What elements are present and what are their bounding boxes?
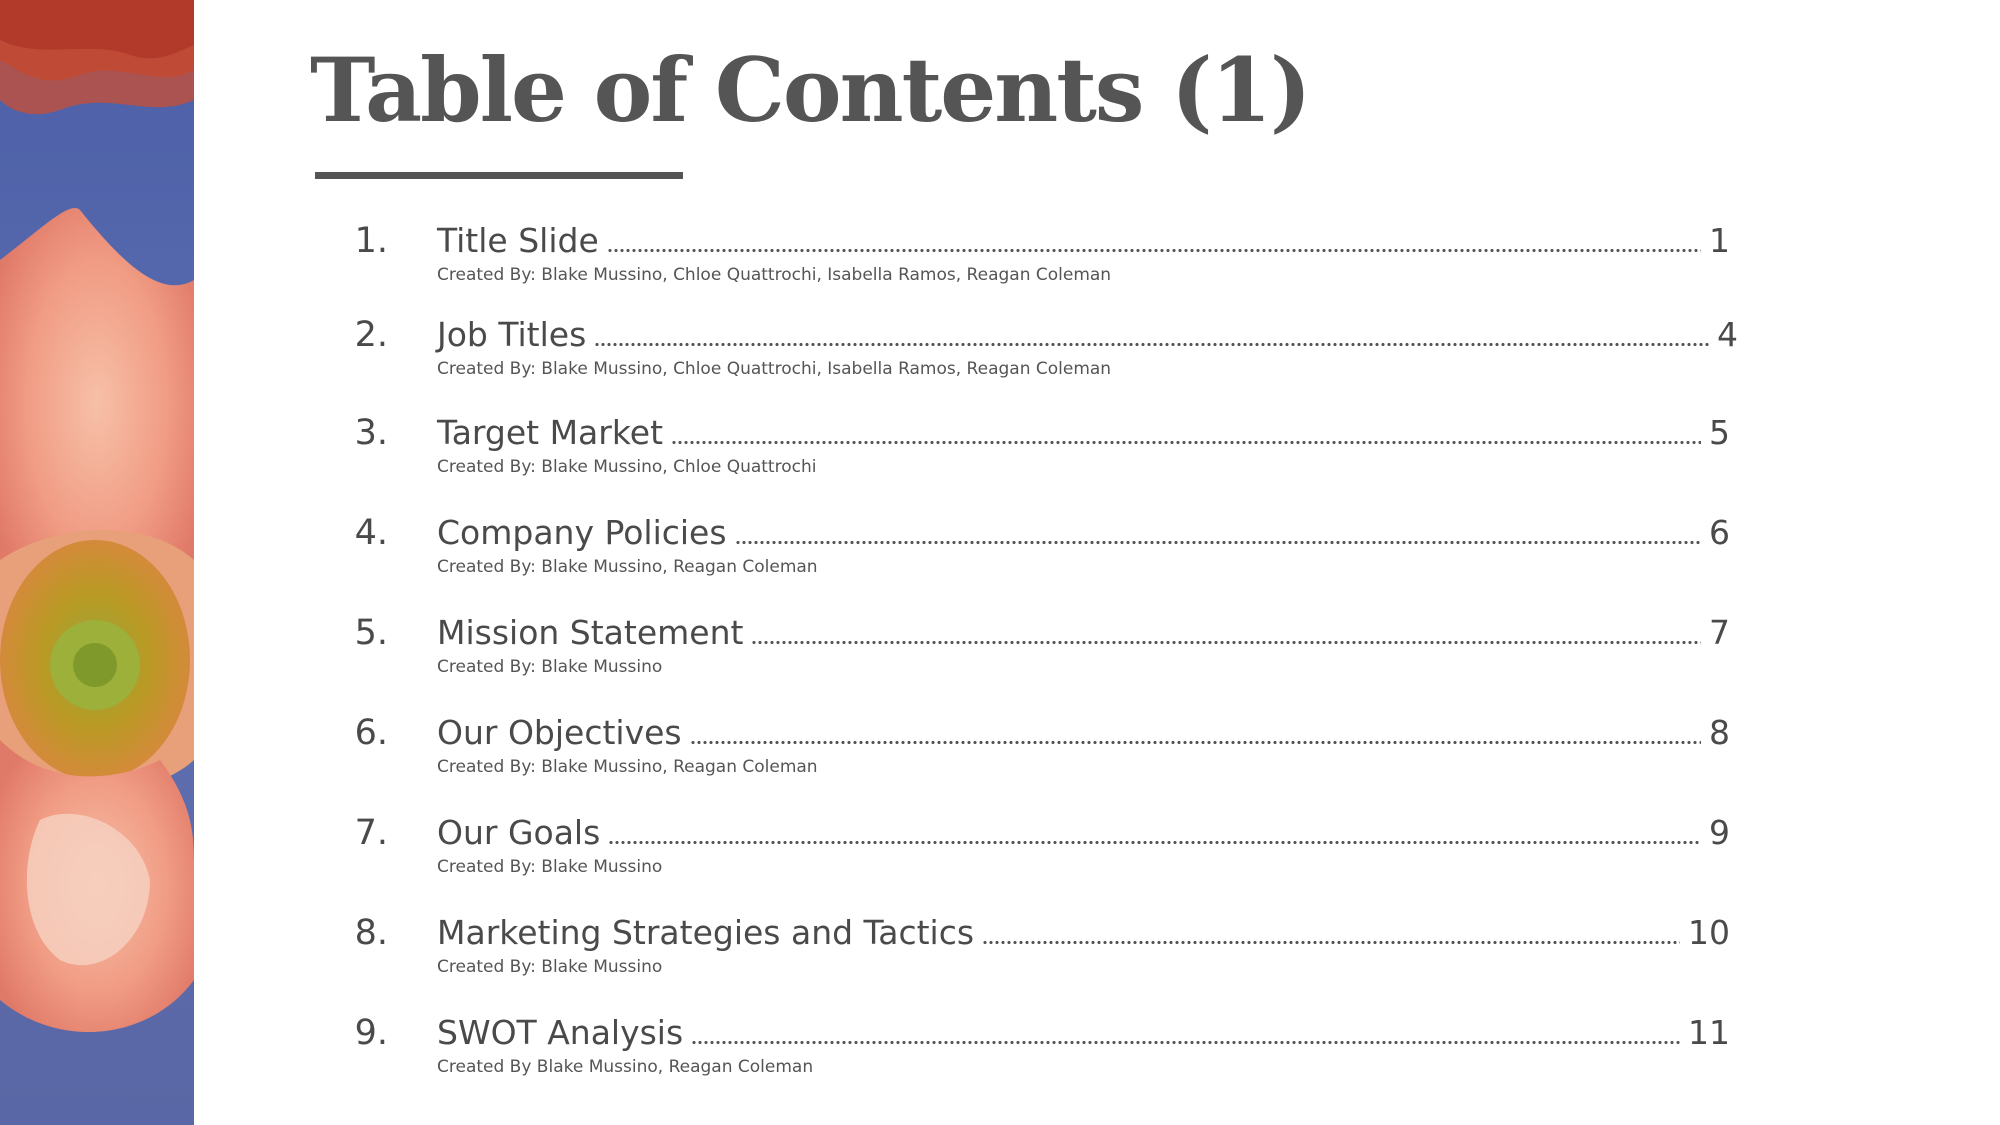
- toc-entry-number: 7.: [354, 813, 388, 853]
- toc-entry-number: 1.: [354, 221, 388, 261]
- toc-entry-line: [437, 610, 1730, 656]
- toc-entry: [340, 810, 1730, 890]
- toc-entry-page: 9: [1709, 813, 1730, 852]
- toc-entry-title: Our Goals: [437, 813, 601, 852]
- toc-entry-title: SWOT Analysis: [437, 1013, 684, 1052]
- toc-entry-number: 8.: [354, 913, 388, 953]
- page-title: Table of Contents (1): [310, 38, 1310, 142]
- toc-entry-title: Title Slide: [437, 221, 599, 260]
- toc-entry-page: 10: [1688, 913, 1730, 952]
- toc-entry: [340, 710, 1730, 790]
- toc-entry-number: 4.: [354, 513, 388, 553]
- toc-entry-line: [437, 218, 1730, 264]
- toc-entry-number: 3.: [354, 413, 388, 453]
- toc-entry: [340, 610, 1730, 690]
- toc-entry-number: 9.: [354, 1013, 388, 1053]
- toc-entry-line: [437, 710, 1730, 756]
- toc-entry-credit: Created By: Blake Mussino: [437, 857, 663, 877]
- toc-entry-page: 1: [1709, 221, 1730, 260]
- dot-leader: [594, 343, 1709, 346]
- toc-entry-credit: Created By: Blake Mussino: [437, 957, 663, 977]
- toc-entry-number: 6.: [354, 713, 388, 753]
- dot-leader: [608, 841, 1701, 844]
- toc-entry-credit: Created By: Blake Mussino, Reagan Coleman: [437, 557, 818, 577]
- toc-entry-title: Target Market: [437, 413, 664, 452]
- toc-entry-page: 8: [1709, 713, 1730, 752]
- toc-entry-credit: Created By: Blake Mussino, Chloe Quattrochi, Isabella Ramos, Reagan Coleman: [437, 359, 1112, 379]
- toc-entry-line: [437, 1010, 1730, 1056]
- toc-entry-page: 5: [1709, 413, 1730, 452]
- toc-entry-line: [437, 810, 1730, 856]
- toc-entry-credit: Created By: Blake Mussino, Chloe Quattrochi: [437, 457, 817, 477]
- dot-leader: [735, 541, 1701, 544]
- toc-entry-title: Marketing Strategies and Tactics: [437, 913, 975, 952]
- toc-entry: [340, 910, 1730, 990]
- toc-entry-page: 6: [1709, 513, 1730, 552]
- toc-entry-page: 4: [1717, 315, 1738, 354]
- toc-entry: [340, 510, 1730, 590]
- toc-entry-page: 7: [1709, 613, 1730, 652]
- dot-leader: [607, 249, 1701, 252]
- toc-entry-title: Job Titles: [437, 315, 587, 354]
- toc-entry-credit: Created By: Blake Mussino: [437, 657, 663, 677]
- toc-entry: [340, 1010, 1730, 1090]
- toc-entry-credit: Created By: Blake Mussino, Reagan Coleman: [437, 757, 818, 777]
- dot-leader: [690, 741, 1701, 744]
- toc-entry-page: 11: [1688, 1013, 1730, 1052]
- toc-entry-title: Mission Statement: [437, 613, 744, 652]
- toc-entry-title: Our Objectives: [437, 713, 682, 752]
- dot-leader: [982, 941, 1680, 944]
- toc-entry-line: [437, 410, 1730, 456]
- toc-entry-line: [437, 312, 1738, 358]
- toc-entry-line: [437, 510, 1730, 556]
- toc-entry-number: 5.: [354, 613, 388, 653]
- toc-entry-credit: Created By Blake Mussino, Reagan Coleman: [437, 1057, 814, 1077]
- toc-entry: [340, 410, 1730, 490]
- dot-leader: [751, 641, 1701, 644]
- toc-entry-line: [437, 910, 1730, 956]
- toc-entry-credit: Created By: Blake Mussino, Chloe Quattrochi, Isabella Ramos, Reagan Coleman: [437, 265, 1112, 285]
- toc-entry: [340, 312, 1738, 392]
- toc-entry-number: 2.: [354, 315, 388, 355]
- dot-leader: [671, 441, 1701, 444]
- toc-entry-title: Company Policies: [437, 513, 727, 552]
- dot-leader: [691, 1041, 1680, 1044]
- toc-entry: [340, 218, 1730, 298]
